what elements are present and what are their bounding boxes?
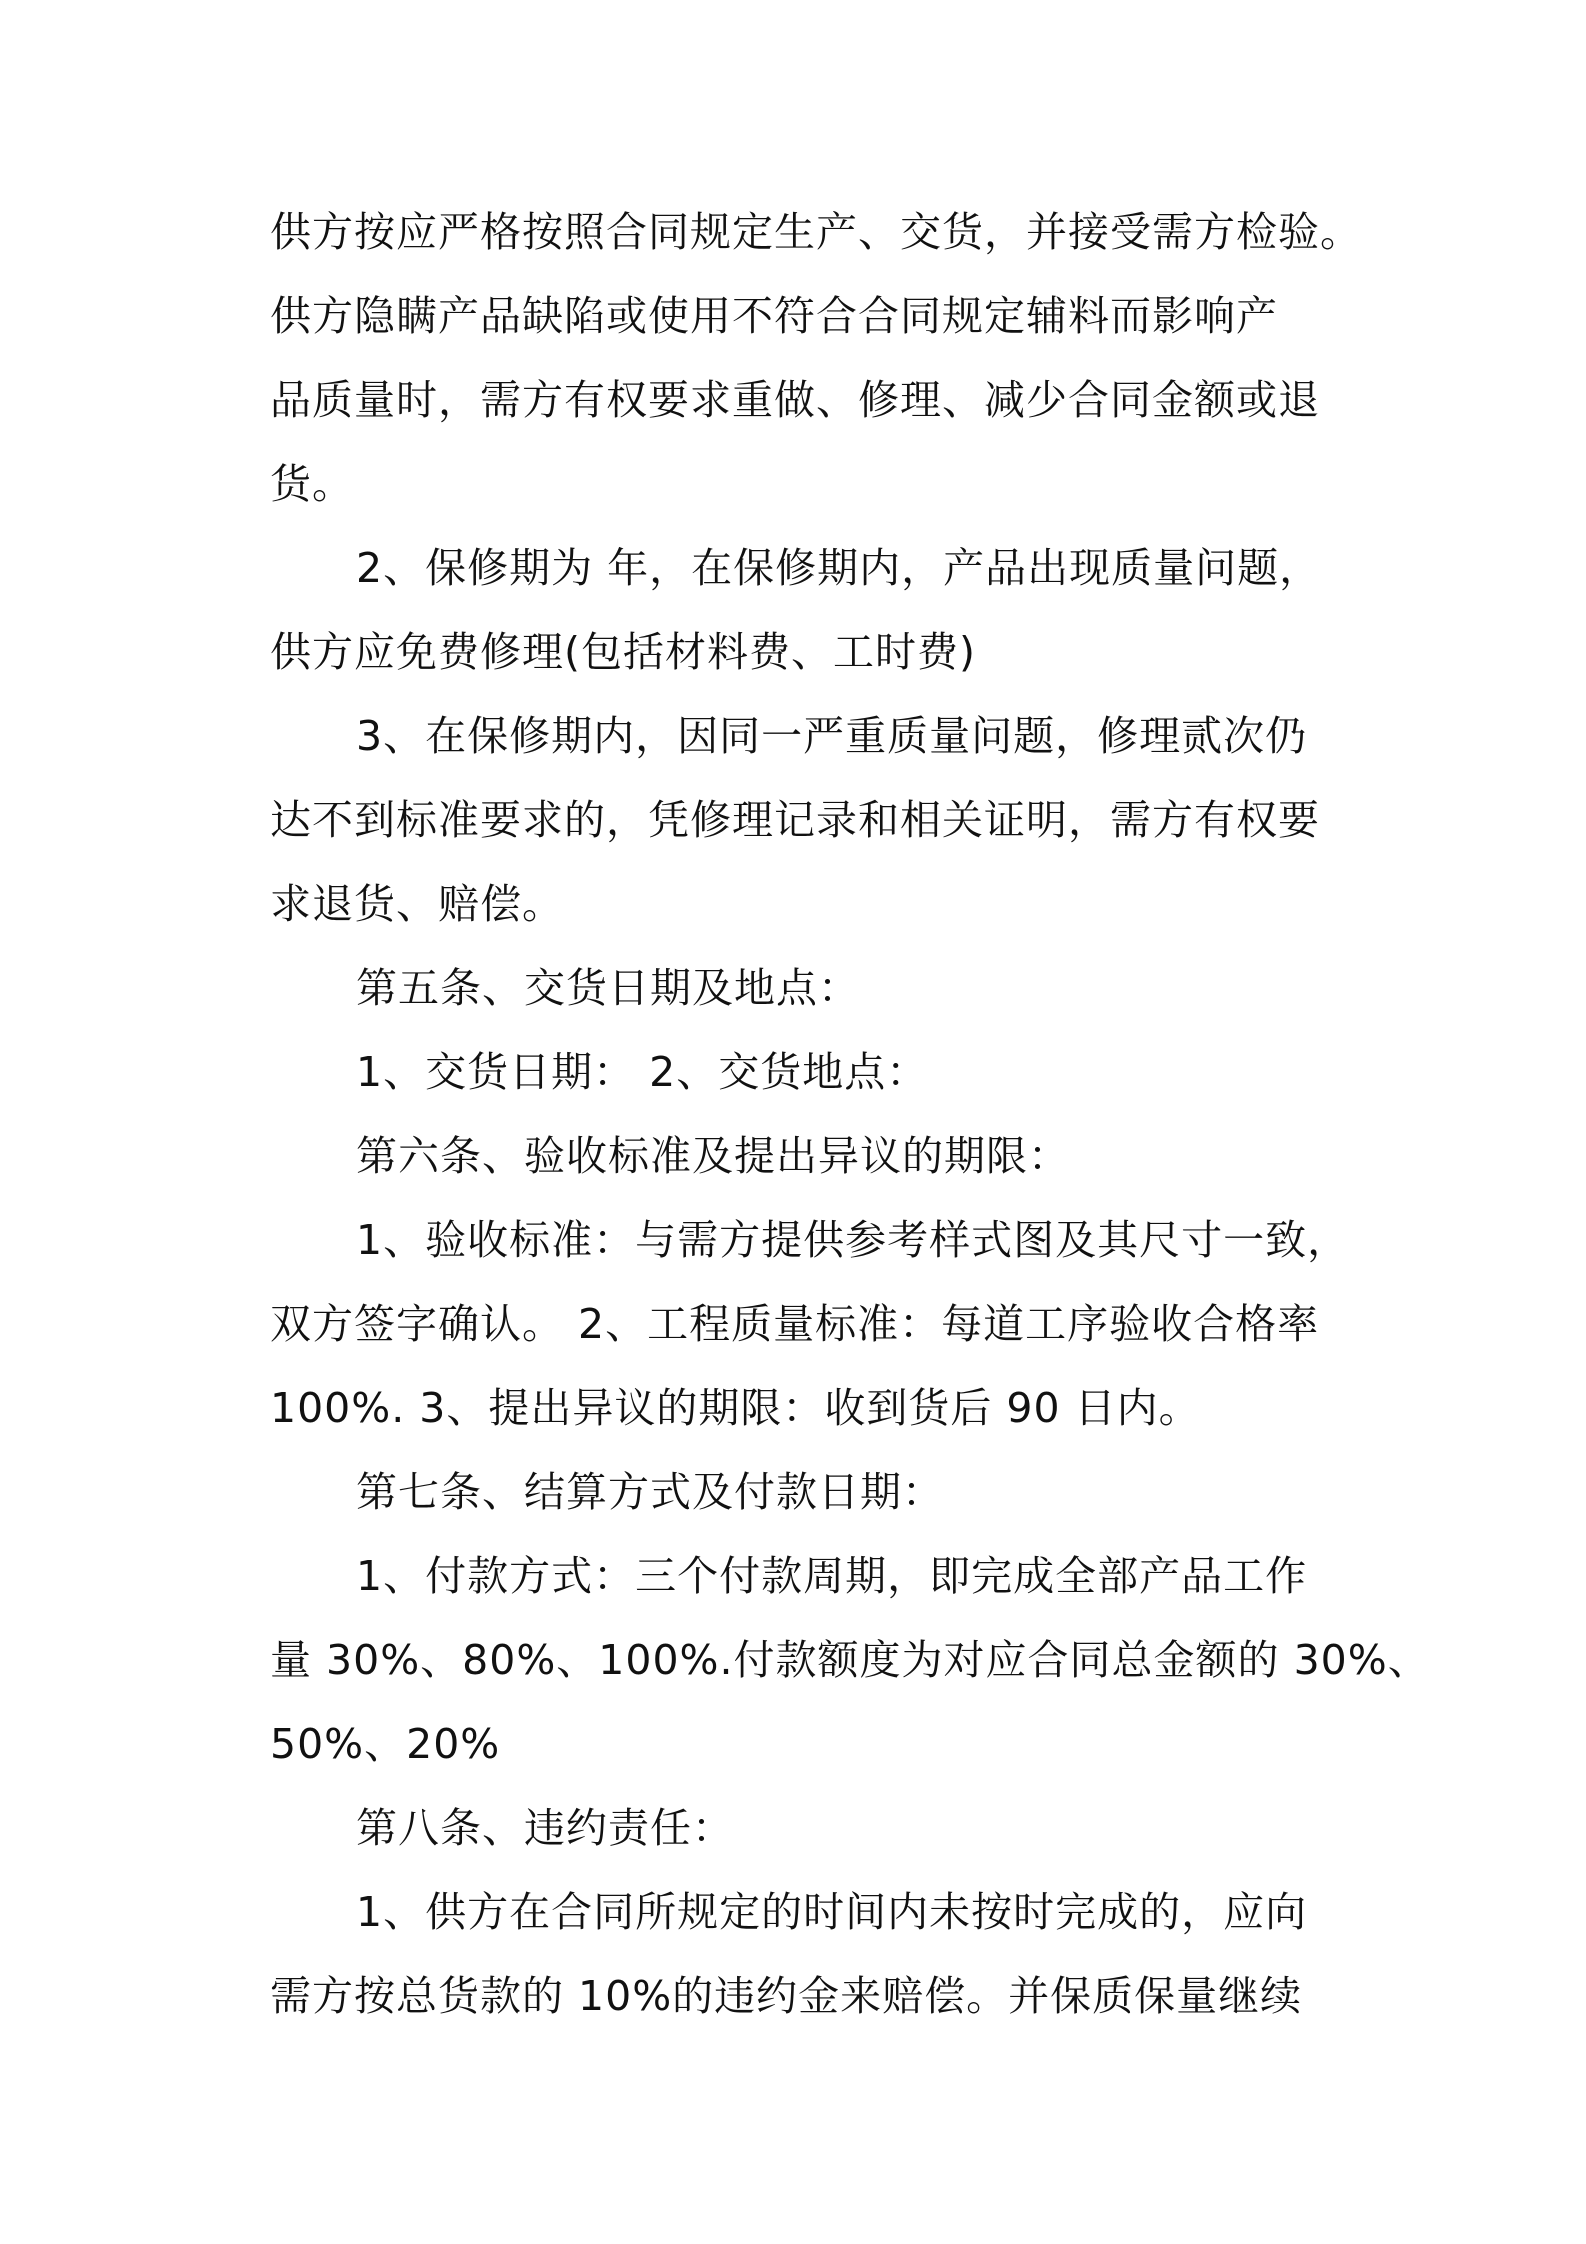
text-line: 品质量时，需方有权要求重做、修理、减少合同金额或退 [270,376,1320,424]
text-line: 求退货、赔偿。 [270,880,564,928]
text-line: 货。 [270,460,354,508]
text-line: 50%、20% [270,1720,501,1768]
text-line-delivery: 1、交货日期： 2、交货地点： [356,1048,929,1096]
text-line: 量 30%、80%、100%.付款额度为对应合同总金额的 30%、 [270,1636,1430,1684]
text-line-breach: 1、供方在合同所规定的时间内未按时完成的，应向 [356,1888,1308,1936]
text-line: 供方按应严格按照合同规定生产、交货，并接受需方检验。 [270,208,1362,256]
article-5-heading: 第五条、交货日期及地点： [356,964,860,1012]
text-line: 达不到标准要求的，凭修理记录和相关证明，需方有权要 [270,796,1320,844]
article-6-heading: 第六条、验收标准及提出异议的期限： [356,1132,1070,1180]
article-7-heading: 第七条、结算方式及付款日期： [356,1468,944,1516]
article-8-heading: 第八条、违约责任： [356,1804,734,1852]
text-line: 供方应免费修理(包括材料费、工时费) [270,628,976,676]
text-line-acceptance-standard: 1、验收标准：与需方提供参考样式图及其尺寸一致， [356,1216,1350,1264]
text-line-warranty-period: 2、保修期为 年，在保修期内，产品出现质量问题， [356,544,1322,592]
document-body [270,190,1430,2038]
text-line: 100%. 3、提出异议的期限：收到货后 90 日内。 [270,1384,1201,1432]
text-line-repeat-repair: 3、在保修期内，因同一严重质量问题，修理贰次仍 [356,712,1308,760]
text-line: 供方隐瞒产品缺陷或使用不符合合同规定辅料而影响产 [270,292,1278,340]
text-line: 需方按总货款的 10%的违约金来赔偿。并保质保量继续 [270,1972,1303,2020]
text-line: 双方签字确认。 2、工程质量标准：每道工序验收合格率 [270,1300,1320,1348]
text-line-payment-method: 1、付款方式：三个付款周期，即完成全部产品工作 [356,1552,1308,1600]
